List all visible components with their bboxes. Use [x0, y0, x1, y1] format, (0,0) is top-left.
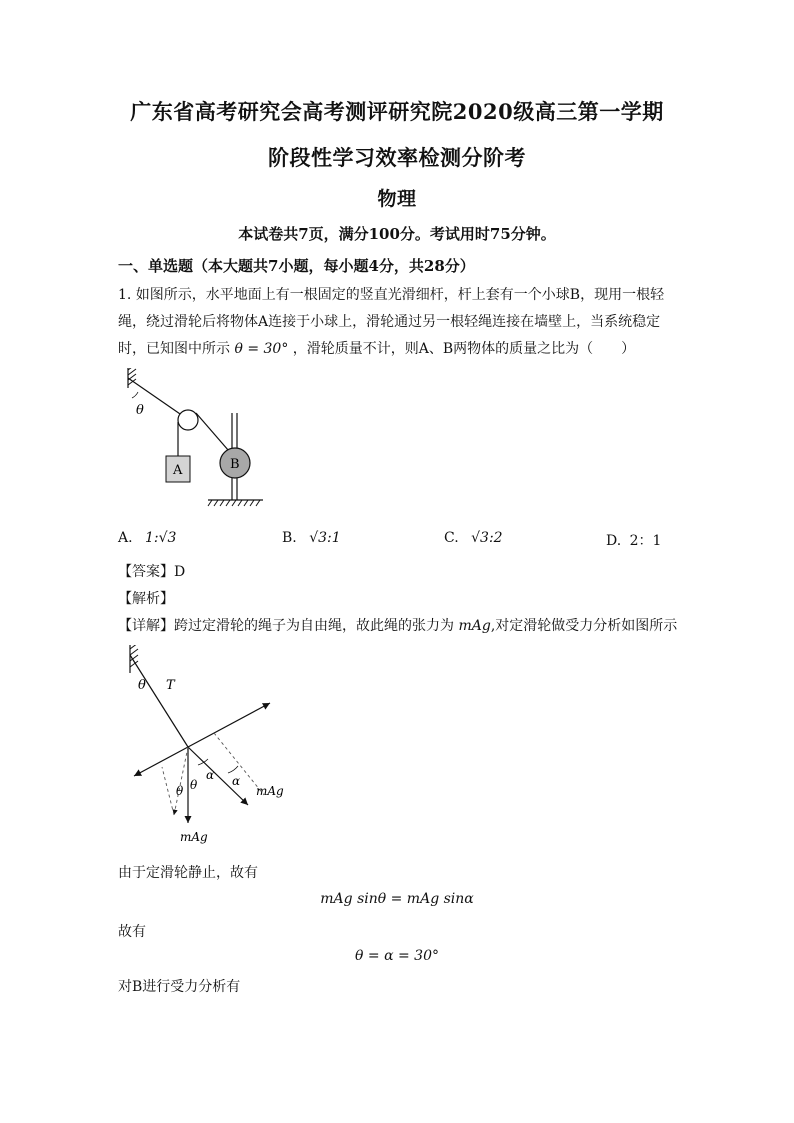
detail-math: mAg — [458, 618, 491, 634]
therefore-line: 故有 — [118, 924, 146, 940]
question-1-line2: 绳，绕过滑轮后将物体A连接于小球上，滑轮通过另一根轻绳连接在墙壁上，当系统稳定 — [118, 314, 661, 330]
theta-top-label: θ — [138, 678, 146, 693]
dashed-component-1 — [174, 747, 188, 815]
weight-label-bottom: mAg — [180, 830, 208, 844]
question-1-text — [118, 282, 678, 363]
detail-line — [118, 615, 677, 635]
question-1-line3 — [118, 336, 678, 363]
option-d-value: 2：1 — [629, 533, 662, 549]
question-1-figure — [118, 368, 278, 514]
ball-b-label: B — [230, 457, 240, 472]
theta-label-2: θ — [176, 784, 184, 798]
rope-direction-down — [134, 747, 188, 776]
ball-b-analysis-line: 对B进行受力分析有 — [118, 979, 241, 995]
alpha-label-1: α — [206, 768, 215, 782]
detail-text: 跨过定滑轮的绳子为自由绳，故此绳的张力为 — [174, 618, 454, 634]
question-1-line3-post: ，滑轮质量不计，则A、B两物体的质量之比为（ ） — [292, 341, 636, 357]
theta-label-1: θ — [190, 778, 198, 792]
option-a-value: 1:√3 — [145, 530, 177, 546]
question-1-line1: 1. 如图所示，水平地面上有一根固定的竖直光滑细杆，杆上套有一个小球B，现用一根轻 — [118, 287, 665, 303]
option-c-value: √3:2 — [471, 530, 503, 546]
option-d-letter: D. — [606, 533, 622, 549]
section-heading: 一、单选题（本大题共7小题，每小题4分，共28分） — [118, 257, 475, 275]
question-1-theta-value: θ = 30° — [234, 341, 289, 357]
force-diagram — [118, 645, 298, 845]
question-1-line3-pre: 时，已知图中所示 — [118, 341, 230, 357]
tension-label: T — [166, 678, 175, 693]
rope-direction-up — [188, 703, 270, 747]
theta-arc — [132, 392, 138, 398]
equation-1: mAg sinθ = mAg sinα — [320, 891, 474, 907]
option-c — [444, 530, 503, 546]
detail-text2: ,对定滑轮做受力分析如图所示 — [490, 618, 678, 634]
subject-title: 物理 — [377, 188, 417, 210]
option-a-letter: A. — [118, 530, 133, 546]
block-a-label: A — [173, 463, 183, 478]
equation-2: θ = α = 30° — [355, 948, 439, 964]
tension-line — [130, 655, 188, 747]
answer-label: 【答案】D — [118, 564, 186, 580]
option-b-letter: B. — [282, 530, 297, 546]
dashed-component-3 — [162, 767, 174, 815]
option-b-value: √3:1 — [309, 530, 341, 546]
alpha-arc-2 — [228, 766, 238, 773]
option-b — [282, 530, 341, 546]
static-line: 由于定滑轮静止，故有 — [118, 865, 258, 881]
exam-title-line2: 阶段性学习效率检测分阶考 — [268, 145, 526, 170]
ground-hatch — [208, 500, 260, 506]
option-d — [606, 530, 661, 550]
pulley — [178, 410, 198, 430]
analysis-label: 【解析】 — [118, 591, 174, 607]
theta-label: θ — [136, 403, 144, 418]
exam-title-line1: 广东省高考研究会高考测评研究院2020级高三第一学期 — [130, 99, 664, 124]
weight-label-right: mAg — [256, 784, 284, 798]
option-c-letter: C. — [444, 530, 459, 546]
option-a — [118, 530, 176, 546]
detail-label: 【详解】 — [118, 618, 174, 634]
alpha-label-2: α — [232, 774, 241, 788]
exam-info: 本试卷共7页，满分100分。考试用时75分钟。 — [238, 225, 556, 243]
